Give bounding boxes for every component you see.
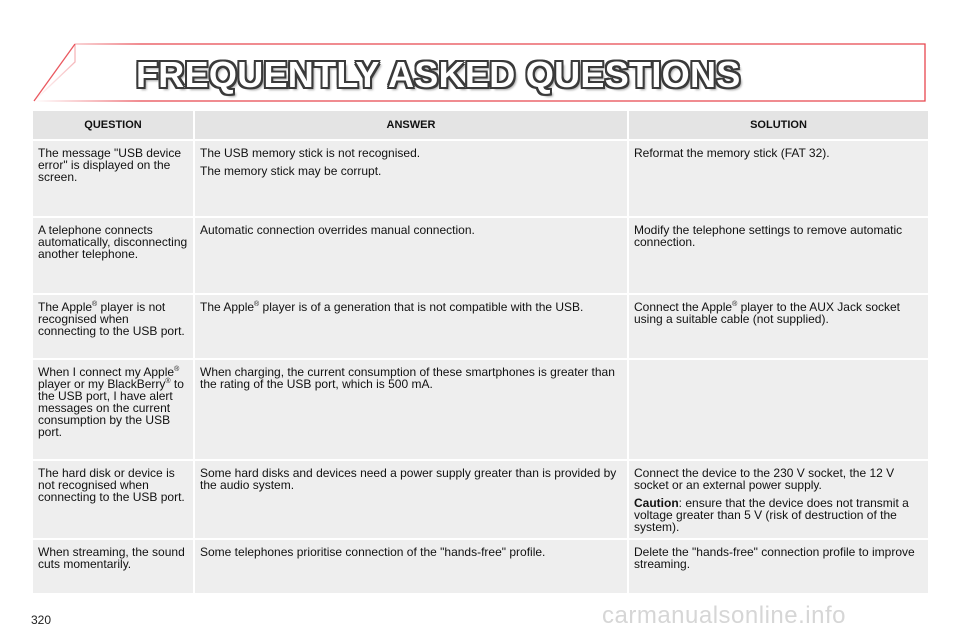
answer-cell: Some telephones prioritise connection of the "hands-free" profile. <box>194 539 628 594</box>
question-cell: A telephone connects automatically, disconnecting another telephone. <box>32 217 194 294</box>
column-header-answer: ANSWER <box>194 110 628 140</box>
caution-label: Caution <box>634 496 679 510</box>
solution-cell: Connect the Apple® player to the AUX Jack socket using a suitable cable (not supplied). <box>628 294 929 359</box>
column-header-question: QUESTION <box>32 110 194 140</box>
answer-cell: Automatic connection overrides manual connection. <box>194 217 628 294</box>
question-cell: The message "USB device error" is displayed on the screen. <box>32 140 194 217</box>
solution-cell: Delete the "hands-free" connection profile to improve streaming. <box>628 539 929 594</box>
title-banner <box>0 0 960 110</box>
table-row <box>32 539 929 594</box>
solution-cell <box>628 359 929 460</box>
solution-cell: Modify the telephone settings to remove automatic connection. <box>628 217 929 294</box>
answer-cell: The USB memory stick is not recognised. The memory stick may be corrupt. <box>194 140 628 217</box>
column-header-solution: SOLUTION <box>628 110 929 140</box>
solution-cell: Connect the device to the 230 V socket, the 12 V socket or an external power supply. Caution: ensure that the device does not transmit a voltage greater than 5 V (risk of destruction of the system). <box>628 460 929 539</box>
page-title: FREQUENTLY ASKED QUESTIONS <box>136 54 741 95</box>
faq-table <box>31 109 930 595</box>
table-row <box>32 217 929 294</box>
table-row <box>32 359 929 460</box>
question-cell: The Apple® player is not recognised when connecting to the USB port. <box>32 294 194 359</box>
answer-cell: The Apple® player is of a generation that is not compatible with the USB. <box>194 294 628 359</box>
watermark: carmanualsonline.info <box>602 602 846 629</box>
page-number: 320 <box>31 613 52 627</box>
solution-cell: Reformat the memory stick (FAT 32). <box>628 140 929 217</box>
question-cell: When I connect my Apple® player or my BlackBerry® to the USB port, I have alert messages on the current consumption by the USB port. <box>32 359 194 460</box>
table-row <box>32 460 929 539</box>
answer-cell: When charging, the current consumption of these smartphones is greater than the rating of the USB port, which is 500 mA. <box>194 359 628 460</box>
table-header-row <box>32 110 929 140</box>
question-cell: The hard disk or device is not recognised when connecting to the USB port. <box>32 460 194 539</box>
question-cell: When streaming, the sound cuts momentarily. <box>32 539 194 594</box>
table-row <box>32 294 929 359</box>
table-row <box>32 140 929 217</box>
answer-cell: Some hard disks and devices need a power supply greater than is provided by the audio system. <box>194 460 628 539</box>
